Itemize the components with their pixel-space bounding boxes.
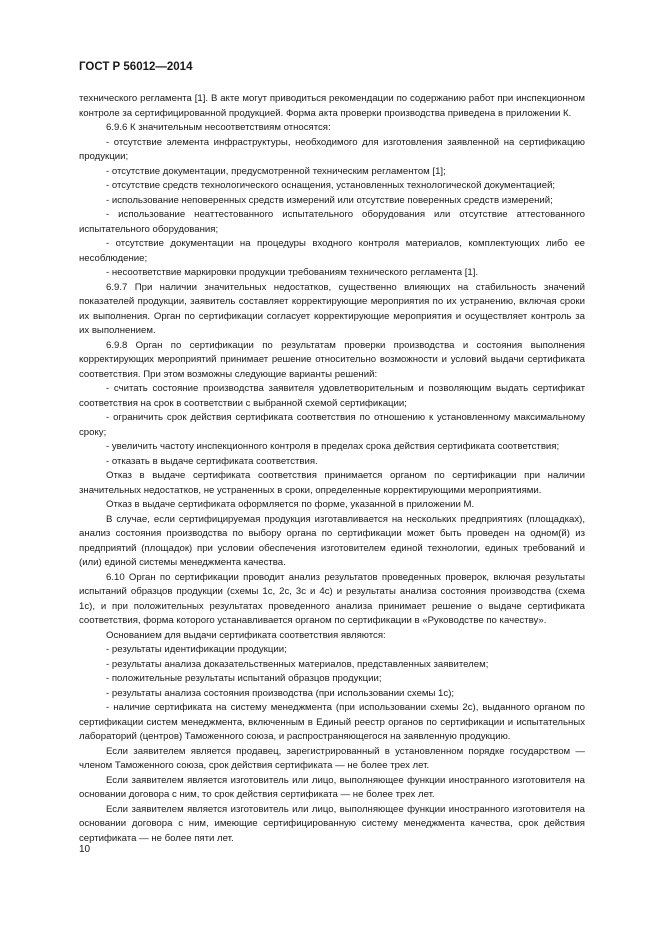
list-item: - ограничить срок действия сертификата соответствия по отношению к установленному максимальному сроку; — [79, 412, 585, 438]
list-item: - наличие сертификата на систему менеджмента (при использовании схемы 2с), выданного органом по сертификации систем менеджмента, включенным в Единый реестр органов по сертификации и испытательных лабораторий (центров) Таможенного союза, и распространяющегося на заявленную продукцию. — [79, 702, 585, 742]
paragraph: Отказ в выдаче сертификата соответствия принимается органом по сертификации при наличии значительных недостатков, не устраненных в сроки, определенные корректирующими мероприятиями. — [79, 470, 585, 496]
list-item: - отсутствие элемента инфраструктуры, необходимого для изготовления заявленной на сертификацию продукции; — [79, 136, 585, 162]
paragraph: Основанием для выдачи сертификата соответствия являются: — [106, 629, 386, 641]
list-item: - результаты анализа доказательственных материалов, представленных заявителем; — [106, 658, 489, 670]
list-item: - считать состояние производства заявителя удовлетворительным и позволяющим выдать сертификат соответствия на срок в соответствии с выбранной схемой сертификации; — [79, 383, 585, 409]
paragraph: 6.9.6 К значительным несоответствиям относятся: — [106, 122, 331, 133]
list-item: - отсутствие документации, предусмотренной техническим регламентом [1]; — [106, 165, 446, 177]
paragraph: Отказ в выдаче сертификата оформляется по форме, указанной в приложении М. — [106, 499, 475, 510]
paragraph: Если заявителем является изготовитель или лицо, выполняющее функции иностранного изготовителя на основании договора с ним, имеющие сертифицированную систему менеджмента качества, срок действия сертификата — не более пяти лет. — [79, 803, 585, 844]
paragraph: В случае, если сертифицируемая продукция изготавливается на нескольких предприятиях (площадках), анализ состояния производства по выбору органа по сертификации может быть проведен на одном(й) из предприятий (площадок) при условии обеспечения изготовителем единой технологии, единых требований и (или) единой системы менеджмента качества. — [79, 513, 585, 568]
document-body — [79, 92, 585, 846]
list-item: - увеличить частоту инспекционного контроля в пределах срока действия сертификата соответствия; — [106, 441, 560, 452]
paragraph: 6.10 Орган по сертификации проводит анализ результатов проведенных проверок, включая результаты испытаний образцов продукции (схемы 1с, 2с, 3с и 4с) и результаты анализа состояния производства (схема 1с), и при положительных результатах проведенного анализа принимает решение о выдаче сертификата соответствия, форма которого устанавливается органом по сертификации в «Руководстве по качеству». — [79, 571, 585, 626]
paragraph: Если заявителем является изготовитель или лицо, выполняющее функции иностранного изготовителя на основании договора с ним, то срок действия сертификата — не более трех лет. — [79, 774, 585, 800]
paragraph: 6.9.7 При наличии значительных недостатков, существенно влияющих на стабильность значений показателей продукции, заявитель составляет корректирующие мероприятия по их устранению, включая сроки их выполнения. Орган по сертификации согласует корректирующие мероприятия и осуществляет контроль за их выполнением. — [79, 281, 585, 336]
list-item: - использование неаттестованного испытательного оборудования или отсутствие аттестованного испытательного оборудования; — [79, 209, 585, 235]
list-item: - отсутствие документации на процедуры входного контроля материалов, комплектующих либо ее несоблюдение; — [79, 238, 585, 264]
list-item: - отказать в выдаче сертификата соответствия. — [106, 455, 318, 467]
list-item: - результаты анализа состояния производства (при использовании схемы 1с); — [106, 687, 455, 699]
list-item: - использование неповеренных средств измерений или отсутствие поверенных средств измерений; — [106, 194, 553, 206]
list-item: - положительные результаты испытаний образцов продукции; — [106, 673, 382, 684]
paragraph: Если заявителем является продавец, зарегистрированный в установленном порядке государством — членом Таможенного союза, срок действия сертификата — не более трех лет. — [79, 745, 585, 771]
list-item: - отсутствие средств технологического оснащения, установленных технологической документацией; — [106, 180, 556, 191]
page-number: 10 — [79, 844, 91, 855]
document-header: ГОСТ Р 56012—2014 — [79, 61, 193, 73]
paragraph: технического регламента [1]. В акте могут приводиться рекомендации по содержанию работ при инспекционном контроле за сертифицированной продукцией. Форма акта проверки производства приведена в приложении К. — [79, 93, 585, 119]
list-item: - несоответствие маркировки продукции требованиям технического регламента [1]. — [106, 267, 479, 278]
list-item: - результаты идентификации продукции; — [106, 644, 287, 655]
paragraph: 6.9.8 Орган по сертификации по результатам проверки производства и состояния выполнения корректирующих мероприятий принимает решение относительно возможности и условий выдачи сертификата соответствия. При этом возможны следующие варианты решений: — [79, 339, 585, 380]
